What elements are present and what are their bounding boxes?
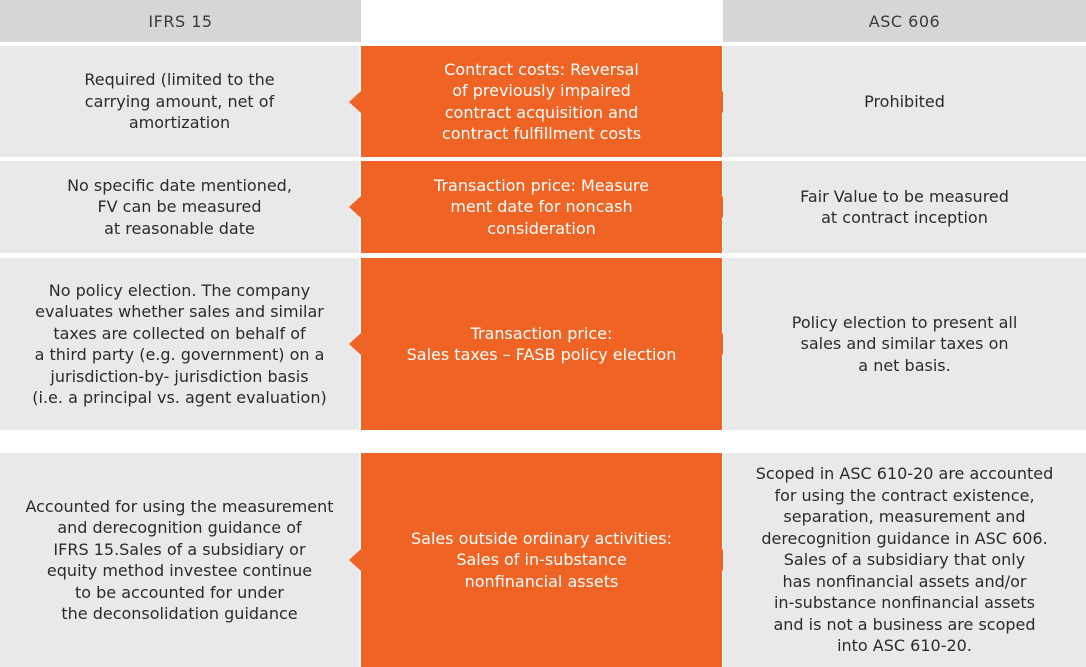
row-2-topic bbox=[361, 161, 722, 253]
arrow-left-icon bbox=[349, 549, 361, 571]
row-2-ifrs bbox=[0, 161, 359, 253]
row-2-topic-text: Transaction price: Measure ment date for noncash consideration bbox=[434, 175, 649, 238]
arrow-left-icon bbox=[349, 91, 361, 113]
row-1-ifrs-text: Required (limited to the carrying amount, net of amortization bbox=[84, 70, 275, 133]
row-2-asc bbox=[723, 161, 1086, 253]
row-4-ifrs-text: Accounted for using the measurement and derecognition guidance of IFRS 15.Sales of a subsidiary or equity method investee continue to be accounted for under the deconsolidation guidance bbox=[25, 496, 334, 623]
row-1-ifrs bbox=[0, 46, 359, 157]
row-1-topic bbox=[361, 46, 722, 157]
row-3-asc-text: Policy election to present all sales and similar taxes on a net basis. bbox=[791, 312, 1018, 375]
row-1-asc-text: Prohibited bbox=[864, 91, 945, 111]
row-4-asc-text: Scoped in ASC 610-20 are accounted for using the contract existence, separation, measurement and derecognition guidance in ASC 606. Sales of a subsidiary that only has nonfinancial assets and/or in-substance nonfinancial assets and is not a business are scoped into ASC 610-20. bbox=[755, 464, 1054, 656]
row-2-ifrs-text: No specific date mentioned, FV can be measured at reasonable date bbox=[67, 175, 292, 238]
row-2-asc-text: Fair Value to be measured at contract inception bbox=[800, 186, 1009, 227]
row-3-ifrs bbox=[0, 258, 359, 430]
row-1-asc bbox=[723, 46, 1086, 157]
row-1-topic-text: Contract costs: Reversal of previously impaired contract acquisition and contract fulfillment costs bbox=[441, 59, 642, 143]
row-4-topic bbox=[361, 453, 722, 667]
row-4-topic-text: Sales outside ordinary activities: Sales of in-substance nonfinancial assets bbox=[410, 528, 673, 591]
row-3-ifrs-text: No policy election. The company evaluates whether sales and similar taxes are collected on behalf of a third party (e.g. government) on a jurisdiction-by- jurisdiction basis (i.e. a principal vs. agent evaluation) bbox=[32, 280, 327, 407]
arrow-left-icon bbox=[349, 196, 361, 218]
row-3-topic bbox=[361, 258, 722, 430]
row-3-topic-text: Transaction price: Sales taxes – FASB policy election bbox=[406, 323, 677, 364]
row-3-asc bbox=[723, 258, 1086, 430]
header-asc606: ASC 606 bbox=[723, 0, 1086, 42]
header-ifrs15: IFRS 15 bbox=[0, 0, 361, 42]
row-4-ifrs bbox=[0, 453, 359, 667]
row-4-asc bbox=[723, 453, 1086, 667]
arrow-left-icon bbox=[349, 333, 361, 355]
row-divider bbox=[0, 430, 1086, 452]
